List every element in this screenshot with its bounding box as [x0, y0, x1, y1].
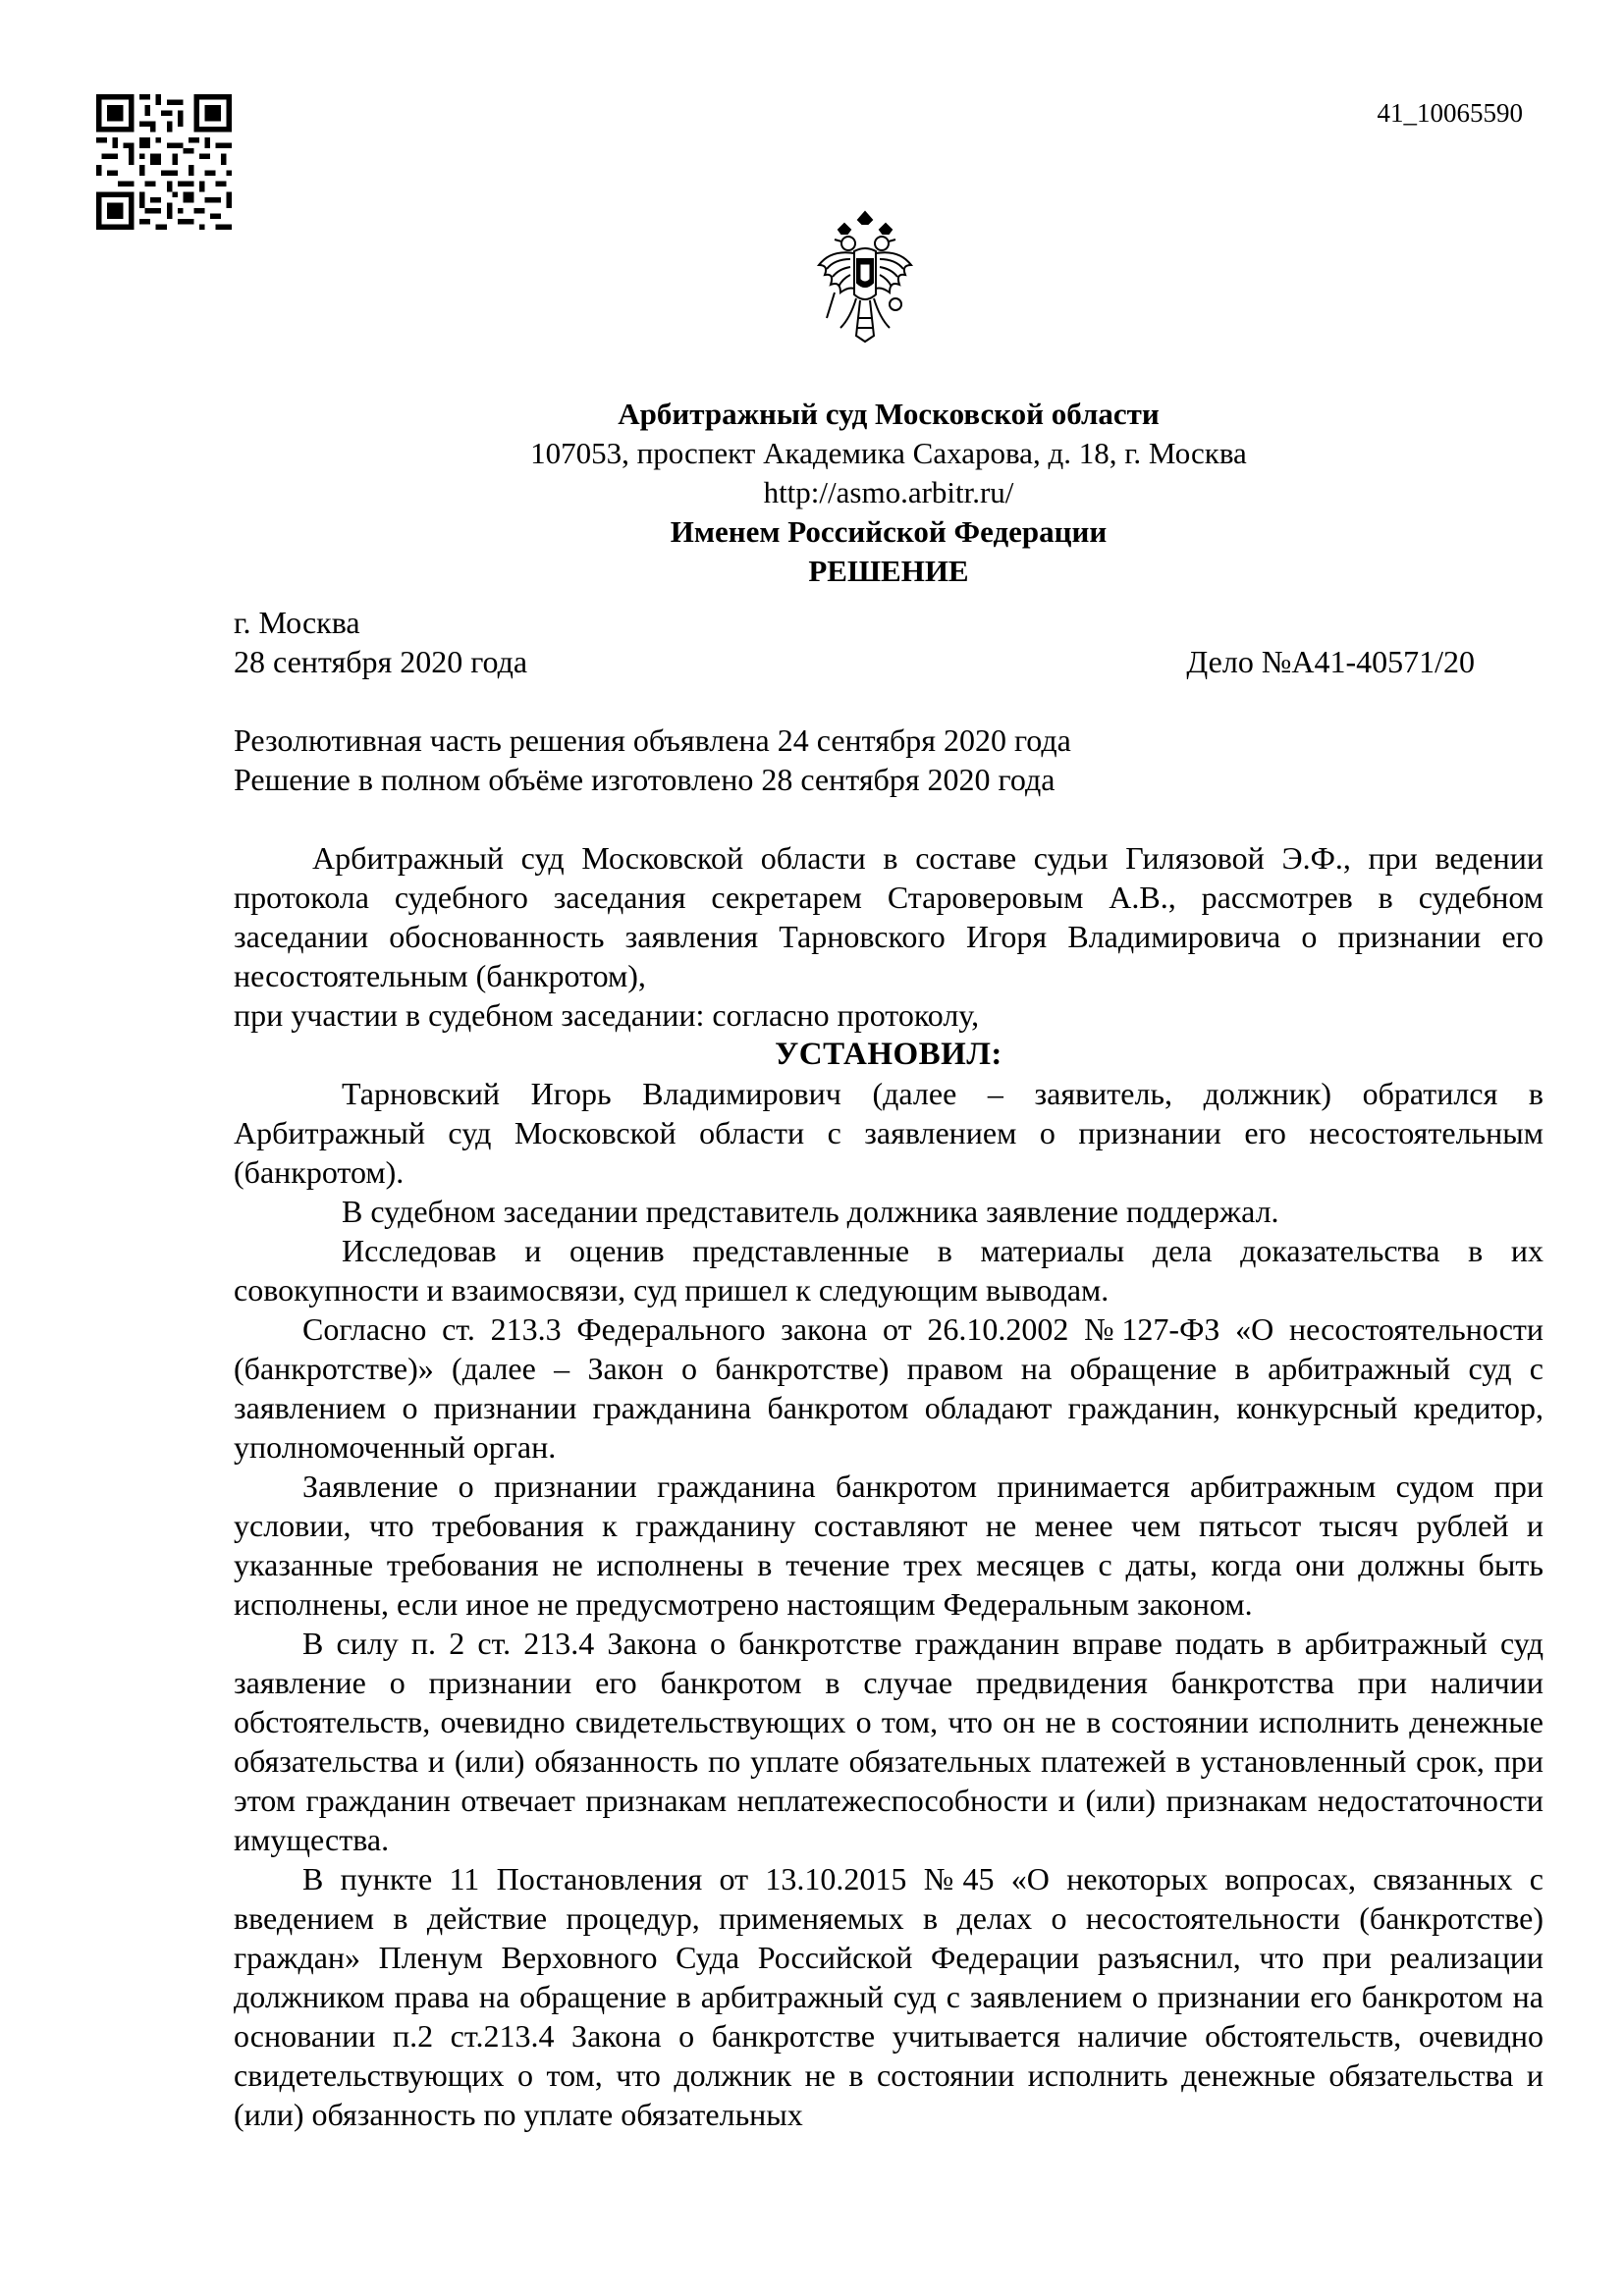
document-type: РЕШЕНИЕ: [808, 554, 969, 588]
court-website: http://asmo.arbitr.ru/: [763, 475, 1014, 509]
decision-date: 28 сентября 2020 года: [234, 644, 528, 679]
court-header: [234, 395, 1543, 591]
announcement-line: Решение в полном объёме изготовлено 28 сентября 2020 года: [234, 762, 1056, 797]
in-name-of: Именем Российской Федерации: [670, 514, 1108, 549]
case-number: Дело №А41-40571/20: [1186, 644, 1475, 679]
participants-line: при участии в судебном заседании: согласно протоколу,: [234, 997, 980, 1033]
court-address: 107053, проспект Академика Сахарова, д. 18, г. Москва: [530, 436, 1247, 470]
intro-block: [234, 838, 1543, 1035]
announcement-block: [234, 721, 1543, 799]
body-paragraph: Заявление о признании гражданина банкротом принимается арбитражным судом при условии, что требования к гражданину составляют не менее чем пятьсот тысяч рублей и указанные требования не исполнены в течение трех месяцев с даты, когда они должны быть исполнены, если иное не предусмотрено настоящим Федеральным законом.: [234, 1468, 1543, 1622]
city: г. Москва: [234, 605, 360, 640]
body-paragraph: В силу п. 2 ст. 213.4 Закона о банкротстве гражданин вправе подать в арбитражный суд заявление о признании его банкротом в случае предвидения банкротства при наличии обстоятельств, очевидно свидетельствующих о том, что он не в состоянии исполнить денежные обязательства и (или) обязанность по уплате обязательных платежей в установленный срок, при этом гражданин отвечает признакам неплатежеспособности и (или) признакам недостаточности имущества.: [234, 1626, 1543, 1857]
body-paragraph: В судебном заседании представитель должника заявление поддержал.: [342, 1194, 1279, 1229]
qr-code: [96, 94, 232, 230]
announcement-line: Резолютивная часть решения объявлена 24 сентября 2020 года: [234, 722, 1071, 758]
body-paragraph: Исследовав и оценив представленные в материалы дела доказательства в их совокупности и взаимосвязи, суд пришел к следующим выводам.: [234, 1233, 1543, 1308]
coat-of-arms-emblem: [811, 210, 919, 346]
body-paragraph: В пункте 11 Постановления от 13.10.2015 №45 «О некоторых вопросах, связанных с введением в действие процедур, применяемых в делах о несостоятельности (банкротстве) граждан» Пленум Верховного Суда Российской Федерации разъяснил, что при реализации должником права на обращение в арбитражный суд с заявлением о признании его банкротом на основании п.2 ст.213.4 Закона о банкротстве учитывается наличие обстоятельств, очевидно свидетельствующих о том, что должник не в состоянии исполнить денежные обязательства и (или) обязанность по уплате обязательных: [234, 1861, 1543, 2132]
established-heading: УСТАНОВИЛ:: [775, 1037, 1002, 1072]
body-paragraph: Тарновский Игорь Владимирович (далее – заявитель, должник) обратился в Арбитражный суд Московской области с заявлением о признании его несостоятельным (банкротом).: [234, 1076, 1543, 1190]
intro-paragraph: Арбитражный суд Московской области в составе судьи Гилязовой Э.Ф., при ведении протокола судебного заседания секретарем Староверовым А.В., рассмотрев в судебном заседании обоснованность заявления Тарновского Игоря Владимировича о признании его несостоятельным (банкротом),: [234, 840, 1543, 993]
document-body: [234, 395, 1543, 2134]
court-name: Арбитражный суд Московской области: [618, 397, 1160, 431]
document-number: 41_10065590: [1377, 98, 1523, 128]
body-paragraph: Согласно ст. 213.3 Федерального закона от 26.10.2002 №127-ФЗ «О несостоятельности (банкротстве)» (далее – Закон о банкротстве) правом на обращение в арбитражный суд с заявлением о признании гражданина банкротом обладают гражданин, конкурсный кредитор, уполномоченный орган.: [234, 1311, 1543, 1465]
place-date-block: [234, 603, 1543, 681]
